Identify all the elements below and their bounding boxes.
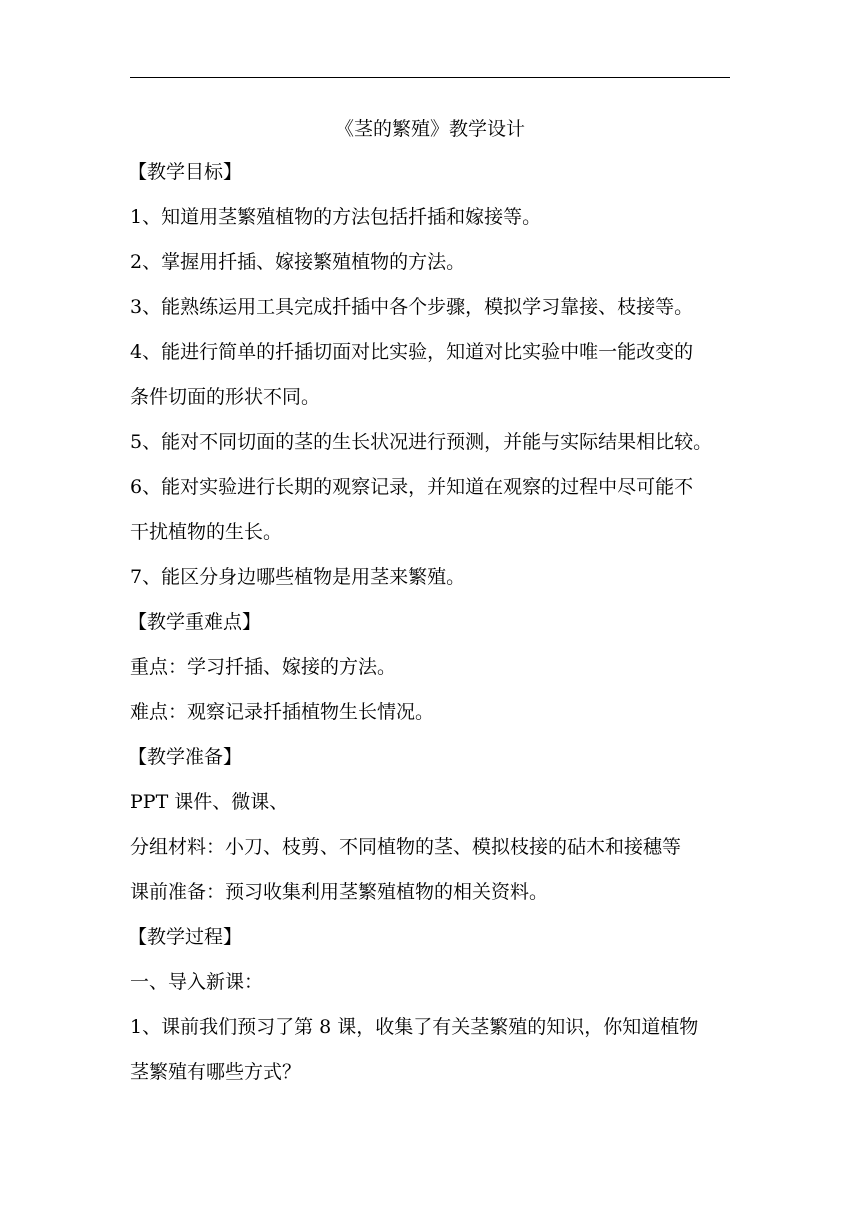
objective-item: 4、能进行简单的扦插切面对比实验，知道对比实验中唯一能改变的 (130, 341, 694, 363)
objectives-heading: 【教学目标】 (128, 161, 243, 183)
process-item-continuation: 茎繁殖有哪些方式？ (130, 1061, 302, 1083)
objective-item: 6、能对实验进行长期的观察记录，并知道在观察的过程中尽可能不 (130, 476, 694, 498)
process-heading: 【教学过程】 (128, 926, 243, 948)
preparation-heading: 【教学准备】 (128, 746, 243, 768)
objective-item-continuation: 干扰植物的生长。 (130, 521, 283, 543)
objective-item: 7、能区分身边哪些植物是用茎来繁殖。 (130, 566, 466, 588)
preparation-item: 分组材料：小刀、枝剪、不同植物的茎、模拟枝接的砧木和接穗等 (130, 836, 682, 858)
objective-item: 5、能对不同切面的茎的生长状况进行预测，并能与实际结果相比较。 (130, 431, 713, 453)
objective-item: 2、掌握用扦插、嫁接繁殖植物的方法。 (130, 251, 466, 273)
objective-item: 1、知道用茎繁殖植物的方法包括扦插和嫁接等。 (130, 206, 542, 228)
key-points-heading: 【教学重难点】 (128, 611, 262, 633)
preparation-item: PPT 课件、微课、 (130, 791, 289, 813)
process-item: 1、课前我们预习了第 8 课，收集了有关茎繁殖的知识，你知道植物 (130, 1016, 699, 1038)
preparation-item: 课前准备：预习收集利用茎繁殖植物的相关资料。 (130, 881, 549, 903)
page-title: 《茎的繁殖》教学设计 (334, 118, 525, 140)
process-item: 一、导入新课： (130, 971, 264, 993)
objective-item-continuation: 条件切面的形状不同。 (130, 386, 321, 408)
key-point-item: 难点：观察记录扦插植物生长情况。 (130, 701, 435, 723)
key-point-item: 重点：学习扦插、嫁接的方法。 (130, 656, 397, 678)
header-rule (130, 77, 730, 78)
objective-item: 3、能熟练运用工具完成扦插中各个步骤，模拟学习靠接、枝接等。 (130, 296, 694, 318)
